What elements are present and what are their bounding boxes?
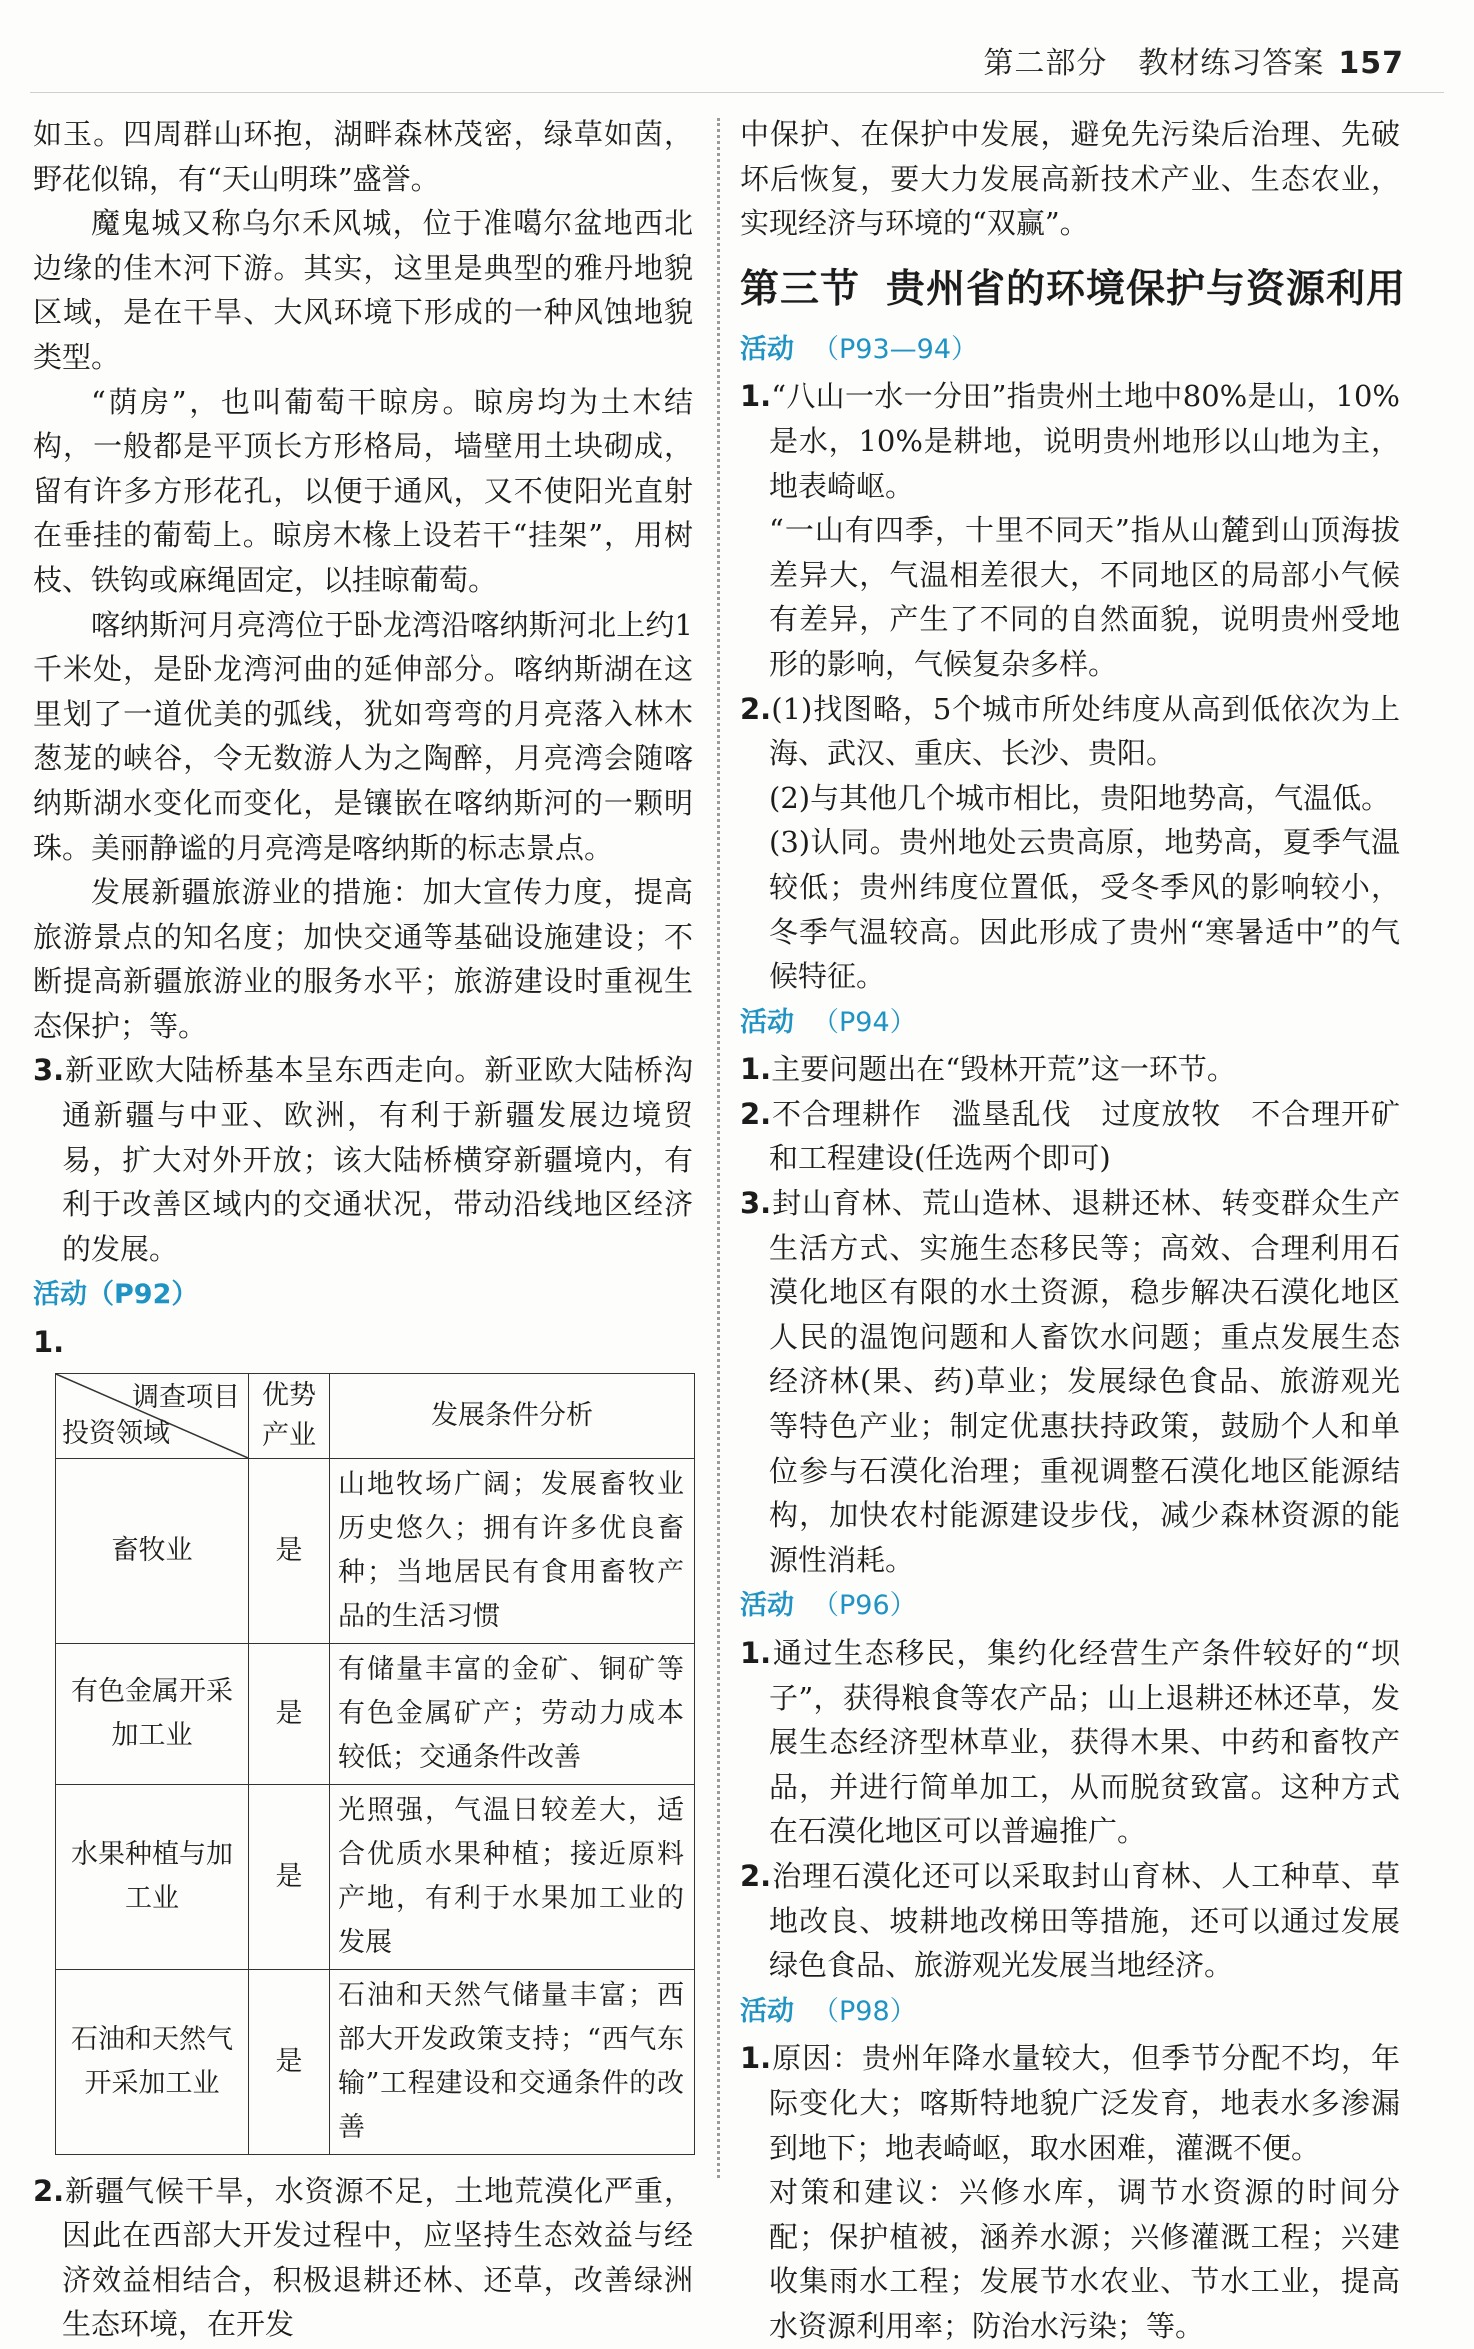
answer-number: 2. <box>740 1858 772 1893</box>
row-conditions: 有储量丰富的金矿、铜矿等有色金属矿产；劳动力成本较低；交通条件改善 <box>330 1643 695 1784</box>
table-row <box>56 1784 695 1969</box>
section-title-text: 贵州省的环境保护与资源利用 <box>886 266 1407 312</box>
answer-text: 不合理耕作 滥垦乱伐 过度放牧 不合理开矿和工程建设(任选两个即可) <box>769 1096 1400 1176</box>
row-advantage: 是 <box>249 1784 330 1969</box>
activity-label: 活动 <box>740 1995 794 2027</box>
row-advantage: 是 <box>249 1643 330 1784</box>
header-advantage: 优势产业 <box>249 1373 330 1458</box>
paragraph-moon-bay: 喀纳斯河月亮湾位于卧龙湾沿喀纳斯河北上约1千米处，是卧龙湾河曲的延伸部分。喀纳斯湖在这里划了一道优美的弧线，犹如弯弯的月亮落入林木葱茏的峡谷，令无数游人为之陶醉，月亮湾会随喀纳斯湖水变化而变化，是镶嵌在喀纳斯河的一颗明珠。美丽静谧的月亮湾是喀纳斯的标志景点。 <box>33 607 693 865</box>
left-column <box>33 112 693 2347</box>
table-row <box>56 1458 695 1643</box>
answer-1-number: 1. <box>33 1325 65 1360</box>
answer-number: 1. <box>740 1052 772 1087</box>
answer-text: 封山育林、荒山造林、退耕还林、转变群众生产生活方式、实施生态移民等；高效、合理利用石漠化地区有限的水土资源，稳步解决石漠化地区人民的温饱问题和人畜饮水问题；重点发展生态经济林(果、药)草业；发展绿色食品、旅游观光等特色产业；制定优惠扶持政策，鼓励个人和单位参与石漠化治理；重视调整石漠化地区能源结构，加快农村能源建设步伐，减少森林资源的能源性消耗。 <box>769 1186 1400 1577</box>
activity-pages: （P93—94） <box>812 333 978 365</box>
page-number: 157 <box>1338 46 1404 81</box>
answer-2c: (3)认同。贵州地处云贵高原，地势高，夏季气温较低；贵州纬度位置低，受冬季风的影响较小，冬季气温较高。因此形成了贵州“寒暑适中”的气候特征。 <box>769 825 1400 994</box>
paragraph-tourism-measures: 发展新疆旅游业的措施：加大宣传力度，提高旅游景点的知名度；加快交通等基础设施建设；不断提高新疆旅游业的服务水平；旅游建设时重视生态保护；等。 <box>33 875 693 1043</box>
row-advantage: 是 <box>249 1458 330 1643</box>
table-row <box>56 1969 695 2154</box>
running-header <box>983 38 1404 82</box>
answer-text: 主要问题出在“毁林开荒”这一环节。 <box>771 1052 1236 1087</box>
row-conditions: 石油和天然气储量丰富；西部大开发政策支持；“西气东输”工程建设和交通条件的改善 <box>330 1969 695 2154</box>
row-conditions: 山地牧场广阔；发展畜牧业历史悠久；拥有许多优良畜种；当地居民有食用畜牧产品的生活习惯 <box>330 1458 695 1643</box>
table-header-row <box>56 1373 695 1458</box>
answer-text: 新疆气候干旱，水资源不足，土地荒漠化严重，因此在西部大开发过程中，应坚持生态效益与经济效益相结合，积极退耕还林、还草，改善绿洲生态环境，在开发 <box>62 2173 693 2342</box>
answer-number: 2. <box>740 691 772 726</box>
answer-1-continued: “一山有四季，十里不同天”指从山麓到山顶海拔差异大，气温相差很大，不同地区的局部小气候有差异，产生了不同的自然面貌，说明贵州受地形的影响，气候复杂多样。 <box>769 513 1400 681</box>
right-column <box>740 112 1407 2349</box>
answer-text: 新亚欧大陆桥基本呈东西走向。新亚欧大陆桥沟通新疆与中亚、欧洲，有利于新疆发展边境贸易，扩大对外开放；该大陆桥横穿新疆境内，有利于改善区域内的交通状况，带动沿线地区经济的发展。 <box>62 1053 693 1266</box>
header-survey-item: 调查项目 <box>132 1381 240 1413</box>
section-number: 第三节 <box>740 266 861 312</box>
activity-pages: （P96） <box>812 1590 917 1622</box>
answer-text: “八山一水一分田”指贵州土地中80%是山，10%是水，10%是耕地，说明贵州地形以山地为主，地表崎岖。 <box>769 379 1400 503</box>
row-field: 石油和天然气开采加工业 <box>56 1969 249 2154</box>
answer-number: 1. <box>740 1636 772 1670</box>
paragraph-drying-house: “荫房”，也叫葡萄干晾房。晾房均为土木结构，一般都是平顶长方形格局，墙壁用土块砌成，留有许多方形花孔，以便于通风，又不使阳光直射在垂挂的葡萄上。晾房木椽上设若干“挂架”，用树枝、铁钩或麻绳固定，以挂晾葡萄。 <box>33 384 693 597</box>
activity-heading-p98 <box>740 1990 1400 2035</box>
answer-2b: (2)与其他几个城市相比，贵阳地势高，气温低。 <box>769 780 1391 815</box>
activity-heading-p94 <box>740 1001 1400 1046</box>
activity-heading-p92: 活动（P92） <box>33 1279 199 1311</box>
row-conditions: 光照强，气温日较差大，适合优质水果种植；接近原料产地，有利于水果加工业的发展 <box>330 1784 695 1969</box>
answer-3 <box>740 1181 1400 1582</box>
header-investment-field: 投资领域 <box>62 1417 170 1449</box>
row-advantage: 是 <box>249 1969 330 2154</box>
answer-1 <box>740 2036 1400 2170</box>
answer-1-measures: 对策和建议：兴修水库，调节水资源的时间分配；保护植被，涵养水源；兴修灌溉工程；兴建收集雨水工程；发展节水农业、节水工业，提高水资源利用率；防治水污染；等。 <box>769 2175 1400 2343</box>
answer-1 <box>740 1047 1400 1092</box>
answer-2 <box>740 1092 1400 1181</box>
row-field: 畜牧业 <box>56 1458 249 1643</box>
header-rule <box>30 92 1444 93</box>
answer-number: 3. <box>33 1053 65 1088</box>
answer-1 <box>740 374 1400 508</box>
answer-text: 通过生态移民，集约化经营生产条件较好的“坝子”，获得粮食等农产品；山上退耕还林还草，发展生态经济型林草业，获得木果、中药和畜牧产品，并进行简单加工，从而脱贫致富。这种方式在石漠化地区可以普遍推广。 <box>769 1636 1400 1849</box>
answer-3 <box>33 1048 693 1271</box>
activity-pages: （P94） <box>812 1006 917 1038</box>
answer-number: 1. <box>740 379 772 414</box>
answer-number: 1. <box>740 2041 772 2076</box>
activity-label: 活动 <box>740 1590 794 1622</box>
answer-number: 3. <box>740 1186 772 1221</box>
diagonal-header-cell <box>56 1373 249 1458</box>
paragraph-tianchi: 如玉。四周群山环抱，湖畔森林茂密，绿草如茵，野花似锦，有“天山明珠”盛誉。 <box>33 117 693 196</box>
row-field: 水果种植与加工业 <box>56 1784 249 1969</box>
column-divider <box>717 118 720 2178</box>
paragraph-devil-city: 魔鬼城又称乌尔禾风城，位于准噶尔盆地西北边缘的佳木河下游。其实，这里是典型的雅丹地貌区域，是在干旱、大风环境下形成的一种风蚀地貌类型。 <box>33 206 693 374</box>
answer-text: 治理石漠化还可以采取封山育林、人工种草、草地改良、坡耕地改梯田等措施，还可以通过发展绿色食品、旅游观光发展当地经济。 <box>769 1858 1400 1983</box>
answer-number: 2. <box>740 1096 772 1131</box>
answer-2 <box>740 1854 1400 1988</box>
answer-2 <box>33 2169 693 2347</box>
answer-2a <box>740 687 1400 776</box>
row-field: 有色金属开采加工业 <box>56 1643 249 1784</box>
answer-text: (1)找图略，5个城市所处纬度从高到低依次为上海、武汉、重庆、长沙、贵阳。 <box>769 691 1400 771</box>
answer-1 <box>740 1631 1400 1854</box>
activity-pages: （P98） <box>812 1995 917 2027</box>
activity-heading-p96 <box>740 1584 1400 1629</box>
header-analysis: 发展条件分析 <box>330 1373 695 1458</box>
section-title <box>740 254 1407 326</box>
activity-label: 活动 <box>740 333 794 365</box>
answer-text: 原因：贵州年降水量较大，但季节分配不均，年际变化大；喀斯特地貌广泛发育，地表水多渗漏到地下；地表崎岖，取水困难，灌溉不便。 <box>769 2041 1400 2165</box>
header-section: 第二部分 教材练习答案 <box>983 46 1325 81</box>
activity-label: 活动 <box>740 1006 794 1038</box>
development-table <box>55 1373 695 2155</box>
activity-heading-p93-94 <box>740 328 1400 373</box>
table-row <box>56 1643 695 1784</box>
answer-number: 2. <box>33 2173 65 2208</box>
paragraph-continuation: 中保护、在保护中发展，避免先污染后治理、先破坏后恢复，要大力发展高新技术产业、生态农业，实现经济与环境的“双赢”。 <box>740 117 1400 241</box>
